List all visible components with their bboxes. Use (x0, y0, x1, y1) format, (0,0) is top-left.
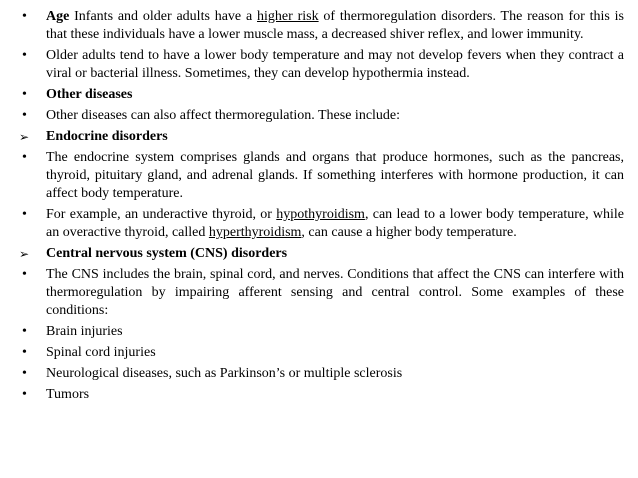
item-text: The CNS includes the brain, spinal cord, and nerves. Conditions that affect the CNS can interfere with thermoregulation by impairing afferent sensing and central control. Some examples of these conditions: (46, 267, 624, 318)
term-age: Age (46, 9, 70, 24)
item-text: Brain injuries (46, 324, 123, 339)
list-item-brain-injuries (22, 323, 624, 341)
list-item-age (22, 8, 624, 44)
bullet-marker: • (22, 9, 27, 24)
bullet-marker: • (22, 108, 27, 123)
list-item-cns-description (22, 266, 624, 320)
term-higher-risk: higher risk (257, 9, 319, 24)
list-item-other-diseases-heading (22, 86, 624, 104)
bullet-marker: • (22, 150, 27, 165)
item-text: of thermoregulation disorders. The reason for this is that these individuals have a lower muscle mass, a decreased shiver reflex, and lower immunity. (46, 9, 625, 42)
bullet-list (19, 8, 625, 407)
item-text: The endocrine system comprises glands and organs that produce hormones, such as the pancreas, thyroid, pituitary gland, and adrenal glands. If something interferes with hormone production, it can affect body temperature. (46, 150, 624, 201)
bullet-marker: • (22, 267, 27, 282)
item-text: Spinal cord injuries (46, 345, 156, 360)
item-text: Tumors (46, 387, 90, 402)
item-text: Neurological diseases, such as Parkinson’s or multiple sclerosis (46, 366, 403, 381)
list-item-endocrine-system (22, 149, 624, 203)
bullet-marker: • (22, 48, 27, 63)
bullet-marker: • (22, 345, 27, 360)
bullet-marker: • (22, 207, 27, 222)
bullet-marker: • (22, 87, 27, 102)
arrow-bullet-icon: ➢ (19, 130, 30, 144)
list-item-neurological-diseases (22, 365, 624, 383)
arrow-bullet-icon: ➢ (19, 247, 30, 261)
link-hypothyroidism[interactable]: hypothyroidism (276, 207, 365, 222)
bullet-marker: • (22, 387, 27, 402)
list-item-tumors (22, 386, 624, 404)
item-text: Older adults tend to have a lower body temperature and may not develop fevers when they contract a viral or bacterial illness. Sometimes, they can develop hypothermia instead. (46, 48, 624, 81)
list-item-spinal-cord-injuries (22, 344, 624, 362)
bullet-marker: • (22, 324, 27, 339)
item-text: , can cause a higher body temperature. (301, 225, 517, 240)
bullet-marker: • (22, 366, 27, 381)
item-text: , can lead to a lower body temperature, while an overactive thyroid, called (46, 207, 624, 240)
item-text: Other diseases can also affect thermoregulation. These include: (46, 108, 401, 123)
list-item-endocrine-heading (19, 128, 624, 146)
item-heading: Central nervous system (CNS) disorders (46, 246, 288, 261)
list-item-older-adults (22, 47, 624, 83)
item-text: Infants and older adults have a (69, 9, 258, 24)
link-hyperthyroidism[interactable]: hyperthyroidism (208, 225, 302, 240)
item-heading: Endocrine disorders (46, 129, 168, 144)
list-item-other-diseases (22, 107, 624, 125)
list-item-cns-heading (19, 245, 624, 263)
list-item-thyroid-example (22, 206, 624, 242)
item-heading: Other diseases (46, 87, 133, 102)
item-text: For example, an underactive thyroid, or (46, 207, 277, 222)
